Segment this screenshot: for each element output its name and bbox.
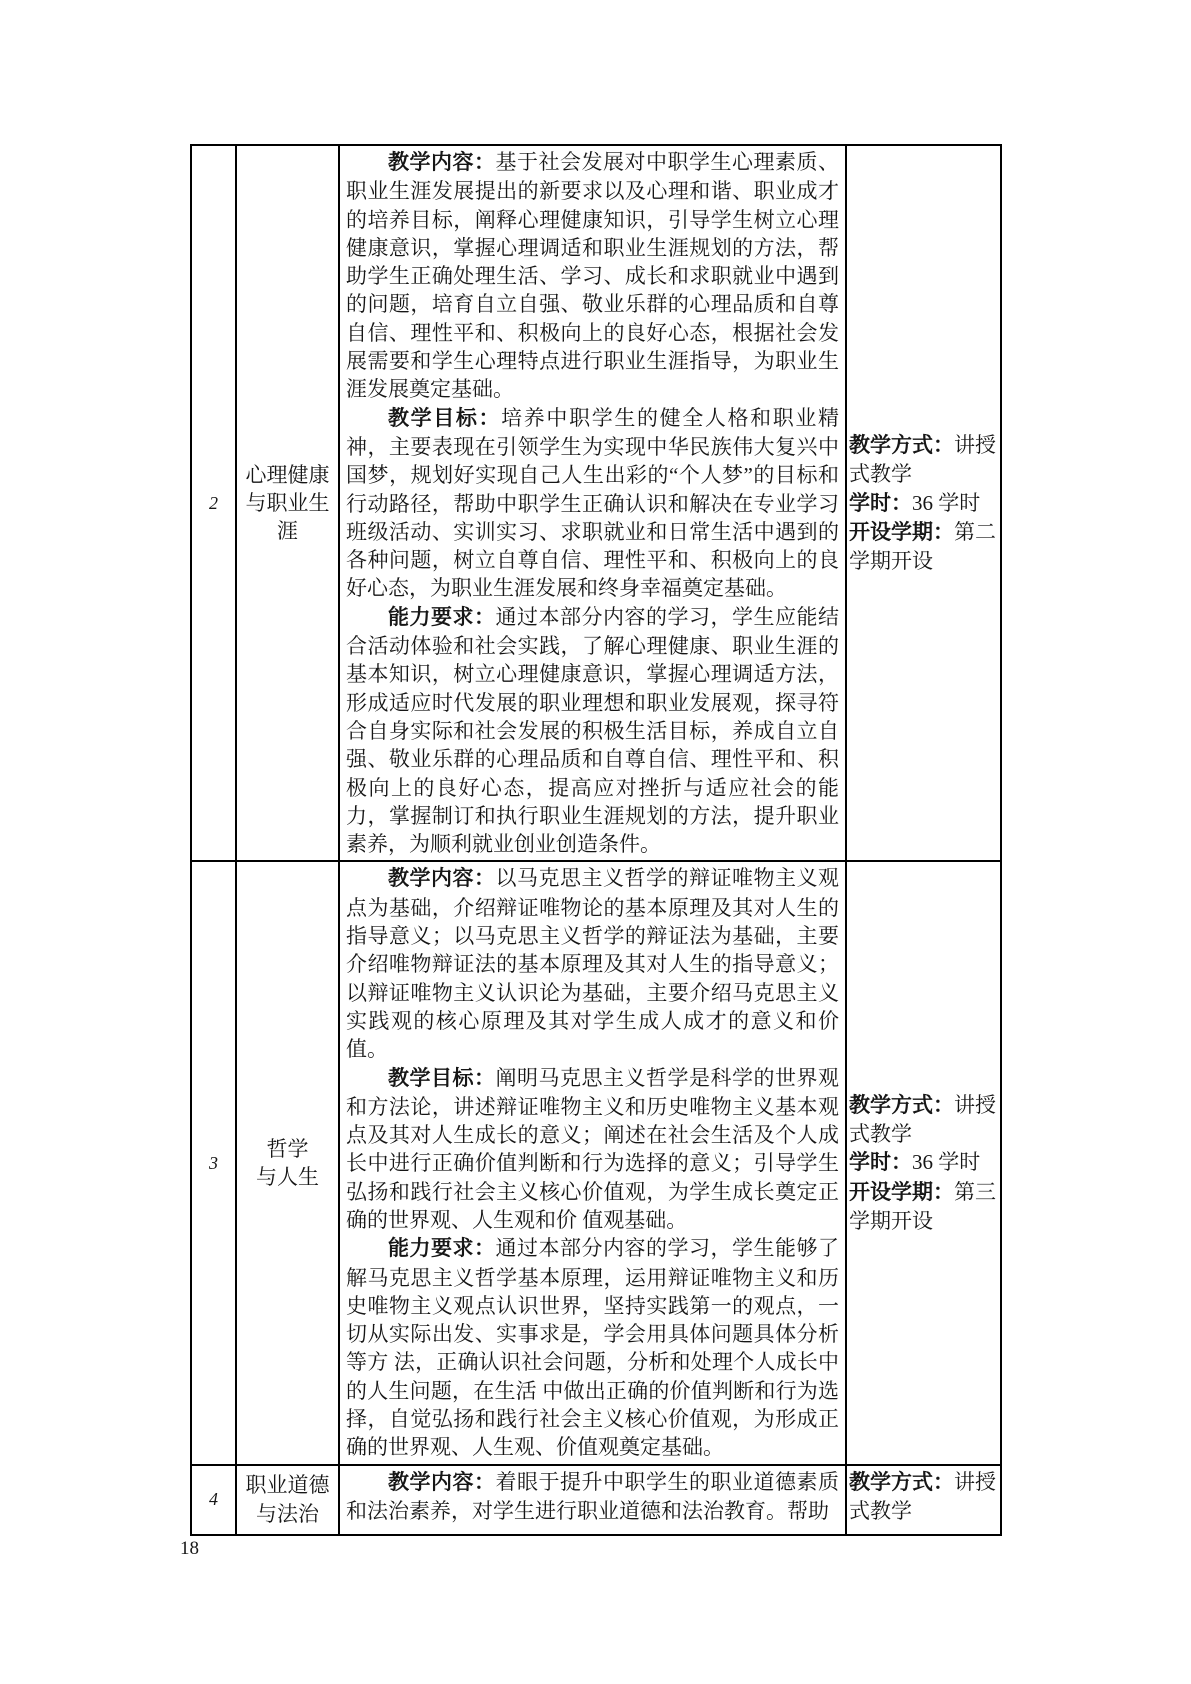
method-item [849,489,998,518]
course-name-line: 与人生 [256,1165,319,1190]
course-name-line: 哲学 [266,1136,309,1161]
method-text: 第二学期开设 [849,519,996,574]
paragraph [346,603,839,859]
row-number: 3 [209,1152,218,1173]
method-text: 36 学时 [912,1150,981,1175]
paragraph [346,404,839,603]
paragraph-label: 教学目标： [388,406,502,430]
course-name-line: 职业道德 [245,1473,330,1498]
paragraph-label: 能力要求： [388,605,496,629]
paragraph-label: 教学内容： [388,151,496,174]
paragraph-text: 培养中职学生的健全人格和职业精神，主要表现在引领学生为实现中华民族伟大复兴中国梦，规划好实现自己人生出彩的“个人梦”的目标和行动路径，帮助中职学生正确认识和解决在专业学习班级活动、实训实习、求职就业和日常生活中遇到的各种问题，树立自尊自信、理性平和、积极向上的良好心态，为职业生涯发展和终身幸福奠定基础。 [346,405,840,601]
teaching-method-cell [846,1465,1001,1535]
method-text: 36 学时 [912,490,981,515]
method-item [849,1468,998,1526]
method-item [849,431,998,489]
paragraph-text: 以马克思主义哲学的辩证唯物主义观点为基础，介绍辩证唯物论的基本原理及其对人生的指导意义；以马克思主义哲学的辩证法为基础，主要介绍唯物辩证法的基本原理及其对人生的指导意义；以辩证唯物主义认识论为基础，主要介绍马克思主义实践观的核心原理及其对学生成人成才的意义和价值。 [346,866,839,1062]
method-label: 教学方式： [849,1470,954,1494]
method-label: 教学方式： [849,433,954,457]
table-row [191,861,1001,1464]
paragraph [346,1064,839,1235]
paragraph-text: 通过本部分内容的学习，学生能够了解马克思主义哲学基本原理，运用辩证唯物主义和历史唯物主义观点认识世界，坚持实践第一的观点，一切从实际出发、实事求是，学会用具体问题具体分析等方 法，正确认识社会问题，分析和处理个人成长中的人生问题，在生活 中做出正确的价值判断和行为选择，自觉弘扬和践行社会主义核心价值观，为形成正确的世界观、人生观、价值观奠定基础。 [346,1236,839,1460]
paragraph-text: 通过本部分内容的学习，学生应能结合活动体验和社会实践，了解心理健康、职业生涯的基本知识，树立心理健康意识，掌握心理调适方法，形成适应时代发展的职业理想和职业发展观，探寻符合自身实际和社会发展的积极生活目标，养成自立自强、敬业乐群的心理品质和自尊自信、理性平和、积极向上的良好心态，提高应对挫折与适应社会的能力，掌握制订和执行职业生涯规划的方法，提升职业素养，为顺利就业创业创造条件。 [346,604,839,857]
teaching-content-cell [339,861,846,1464]
teaching-content-cell [339,145,846,861]
row-number-cell [191,145,236,861]
row-number-cell [191,861,236,1464]
method-text: 讲授式教学 [849,1092,996,1147]
table-row [191,1465,1001,1535]
paragraph [346,1234,839,1461]
paragraph [346,148,839,404]
page-number: 18 [180,1538,199,1559]
course-name-line: 心理健康 [245,462,330,487]
method-text: 第三学期开设 [849,1179,996,1233]
paragraph-label: 教学内容： [388,1470,496,1494]
row-number-cell [191,1465,236,1535]
method-label: 开设学期： [849,1180,954,1204]
method-item [849,1091,998,1149]
row-number: 4 [209,1489,218,1510]
method-item [849,518,998,576]
method-label: 教学方式： [849,1093,954,1117]
paragraph [346,864,839,1063]
course-name-cell [236,861,339,1464]
method-label: 学时： [849,1151,912,1175]
paragraph-text: 阐明马克思主义哲学是科学的世界观和方法论，讲述辩证唯物主义和历史唯物主义基本观点及其对人生成长的意义；阐述在社会生活及个人成长中进行正确价值判断和行为选择的意义；引导学生弘扬和践行社会主义核心价值观，为学生成长奠定正确的世界观、人生观和价 值观基础。 [346,1065,839,1232]
teaching-method-cell [846,861,1001,1464]
paragraph-text: 基于社会发展对中职学生心理素质、职业生涯发展提出的新要求以及心理和谐、职业成才的培养目标，阐释心理健康知识，引导学生树立心理健康意识，掌握心理调适和职业生涯规划的方法，帮助学生正确处理生活、学习、成长和求职就业中遇到的问题，培育自立自强、敬业乐群的心理品质和自尊自信、理性平和、积极向上的良好心态，根据社会发展需要和学生心理特点进行职业生涯指导，为职业生涯发展奠定基础。 [346,150,839,402]
table-row [191,145,1001,861]
paragraph-label: 教学目标： [388,1066,496,1090]
course-name-line: 涯 [277,519,298,544]
method-label: 学时： [849,491,912,515]
method-item [849,1148,998,1177]
paragraph-text: 着眼于提升中职学生的职业道德素质和法治素养，对学生进行职业道德和法治教育。帮助 [346,1469,839,1523]
teaching-method-cell [846,145,1001,861]
row-number: 2 [209,492,218,513]
paragraph [346,1468,839,1526]
course-name-cell [236,145,339,861]
course-name-cell [236,1465,339,1535]
method-item [849,1178,998,1236]
paragraph-label: 能力要求： [388,1237,496,1261]
teaching-content-cell [339,1465,846,1535]
paragraph-label: 教学内容： [388,867,496,891]
course-name-line: 与职业生 [245,491,330,516]
course-name-line: 与法治 [256,1501,319,1526]
method-label: 开设学期： [849,520,954,544]
method-text: 讲授式教学 [849,432,996,487]
method-text: 讲授式教学 [849,1469,996,1523]
curriculum-table [190,144,1002,1536]
